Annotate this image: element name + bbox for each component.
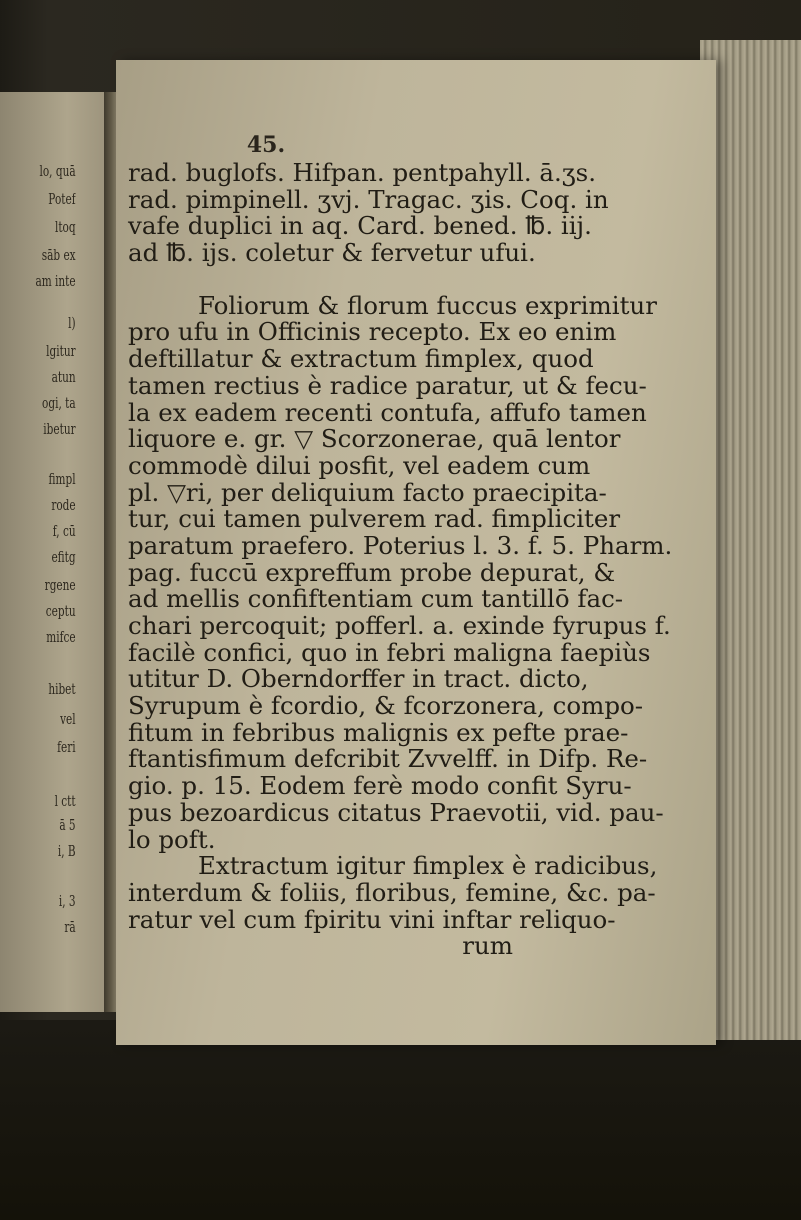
margin-fragment: lo, quā <box>39 162 76 180</box>
margin-fragment: ā 5 <box>59 816 76 834</box>
text-line: fitum in febribus malignis ex pefte prae- <box>128 717 629 747</box>
text-line: ad mellis confiftentiam cum tantillō fac- <box>128 584 624 614</box>
margin-fragment: vel <box>60 710 76 728</box>
margin-fragment: sāb ex <box>41 246 76 264</box>
page-number: 45. <box>246 132 286 158</box>
margin-fragment: mifce <box>46 628 76 646</box>
text-line: interdum & foliis, floribus, femine, &c. pa- <box>128 877 656 907</box>
margin-fragment: i, B <box>57 842 76 860</box>
margin-fragment: rode <box>51 496 76 514</box>
text-line: gio. p. 15. Eodem ferè modo confit Syru- <box>128 771 632 801</box>
margin-fragment: ogi, ta <box>42 394 76 412</box>
page-text <box>128 160 713 960</box>
margin-fragment: ltoq <box>54 218 76 236</box>
margin-fragment: rgene <box>44 576 76 594</box>
text-line: tamen rectius è radice paratur, ut & fecu- <box>128 370 647 400</box>
text-line: Extractum igitur fimplex è radicibus, <box>198 851 658 881</box>
margin-fragment: l ctt <box>54 792 76 810</box>
margin-fragment: atun <box>51 368 76 386</box>
text-line: vafe duplici in aq. Card. bened. ℔. iij. <box>128 211 592 241</box>
margin-fragment: i, 3 <box>58 892 76 910</box>
text-line: liquore e. gr. ▽ Scorzonerae, quā lentor <box>128 424 621 454</box>
margin-fragment: am inte <box>35 272 76 290</box>
text-line: rad. pimpinell. ʒvj. Tragac. ʒis. Coq. in <box>128 184 609 214</box>
text-line: pus bezoardicus citatus Praevotii, vid. pau- <box>128 797 664 827</box>
margin-fragment: ibetur <box>43 420 76 438</box>
margin-fragment: lgitur <box>46 342 76 360</box>
text-line: facilè confici, quo in febri maligna faepiùs <box>128 637 651 667</box>
text-line: pro ufu in Officinis recepto. Ex eo enim <box>128 317 617 347</box>
text-line: ratur vel cum fpiritu vini inftar reliquo- <box>128 904 616 934</box>
text-line: Foliorum & florum fuccus exprimitur <box>198 290 657 320</box>
margin-fragment: efitg <box>51 548 76 566</box>
text-line: rum <box>462 931 513 961</box>
text-line: paratum praefero. Poterius l. 3. f. 5. Pharm. <box>128 530 673 560</box>
text-line: tur, cui tamen pulverem rad. fimpliciter <box>128 504 621 534</box>
margin-fragment: rā <box>64 918 76 936</box>
previous-page-margin <box>0 92 112 1012</box>
margin-fragment: hibet <box>48 680 76 698</box>
margin-fragment: fimpl <box>48 470 76 488</box>
margin-fragment: f, cū <box>52 522 76 540</box>
margin-fragment: l) <box>68 314 76 332</box>
margin-fragment: ceptu <box>45 602 76 620</box>
text-line: la ex eadem recenti contufa, affufo tamen <box>128 397 647 427</box>
text-line: utitur D. Oberndorffer in tract. dicto, <box>128 664 589 694</box>
text-line: rad. buglofs. Hifpan. pentpahyll. ā.ʒs. <box>128 158 596 187</box>
margin-fragment: feri <box>57 738 76 756</box>
book-page <box>116 60 716 1045</box>
text-line: ad ℔. ijs. coletur & fervetur ufui. <box>128 238 536 268</box>
text-line: ftantisfimum defcribit Zvvelff. in Difp. Re- <box>128 744 648 774</box>
text-line: Syrupum è fcordio, & fcorzonera, compo- <box>128 691 644 721</box>
margin-fragment: Potef <box>48 190 76 208</box>
text-line: lo poft. <box>128 824 216 854</box>
text-line: chari percoquit; pofferl. a. exinde fyrupus f. <box>128 611 671 640</box>
text-line: deftillatur & extractum fimplex, quod <box>128 344 594 374</box>
text-line: pl. ▽ri, per deliquium facto praecipita- <box>128 477 607 507</box>
dark-background <box>0 1020 801 1220</box>
text-line: pag. fuccū expreffum probe depurat, & <box>128 557 616 587</box>
text-line: commodè dilui posfit, vel eadem cum <box>128 450 591 480</box>
